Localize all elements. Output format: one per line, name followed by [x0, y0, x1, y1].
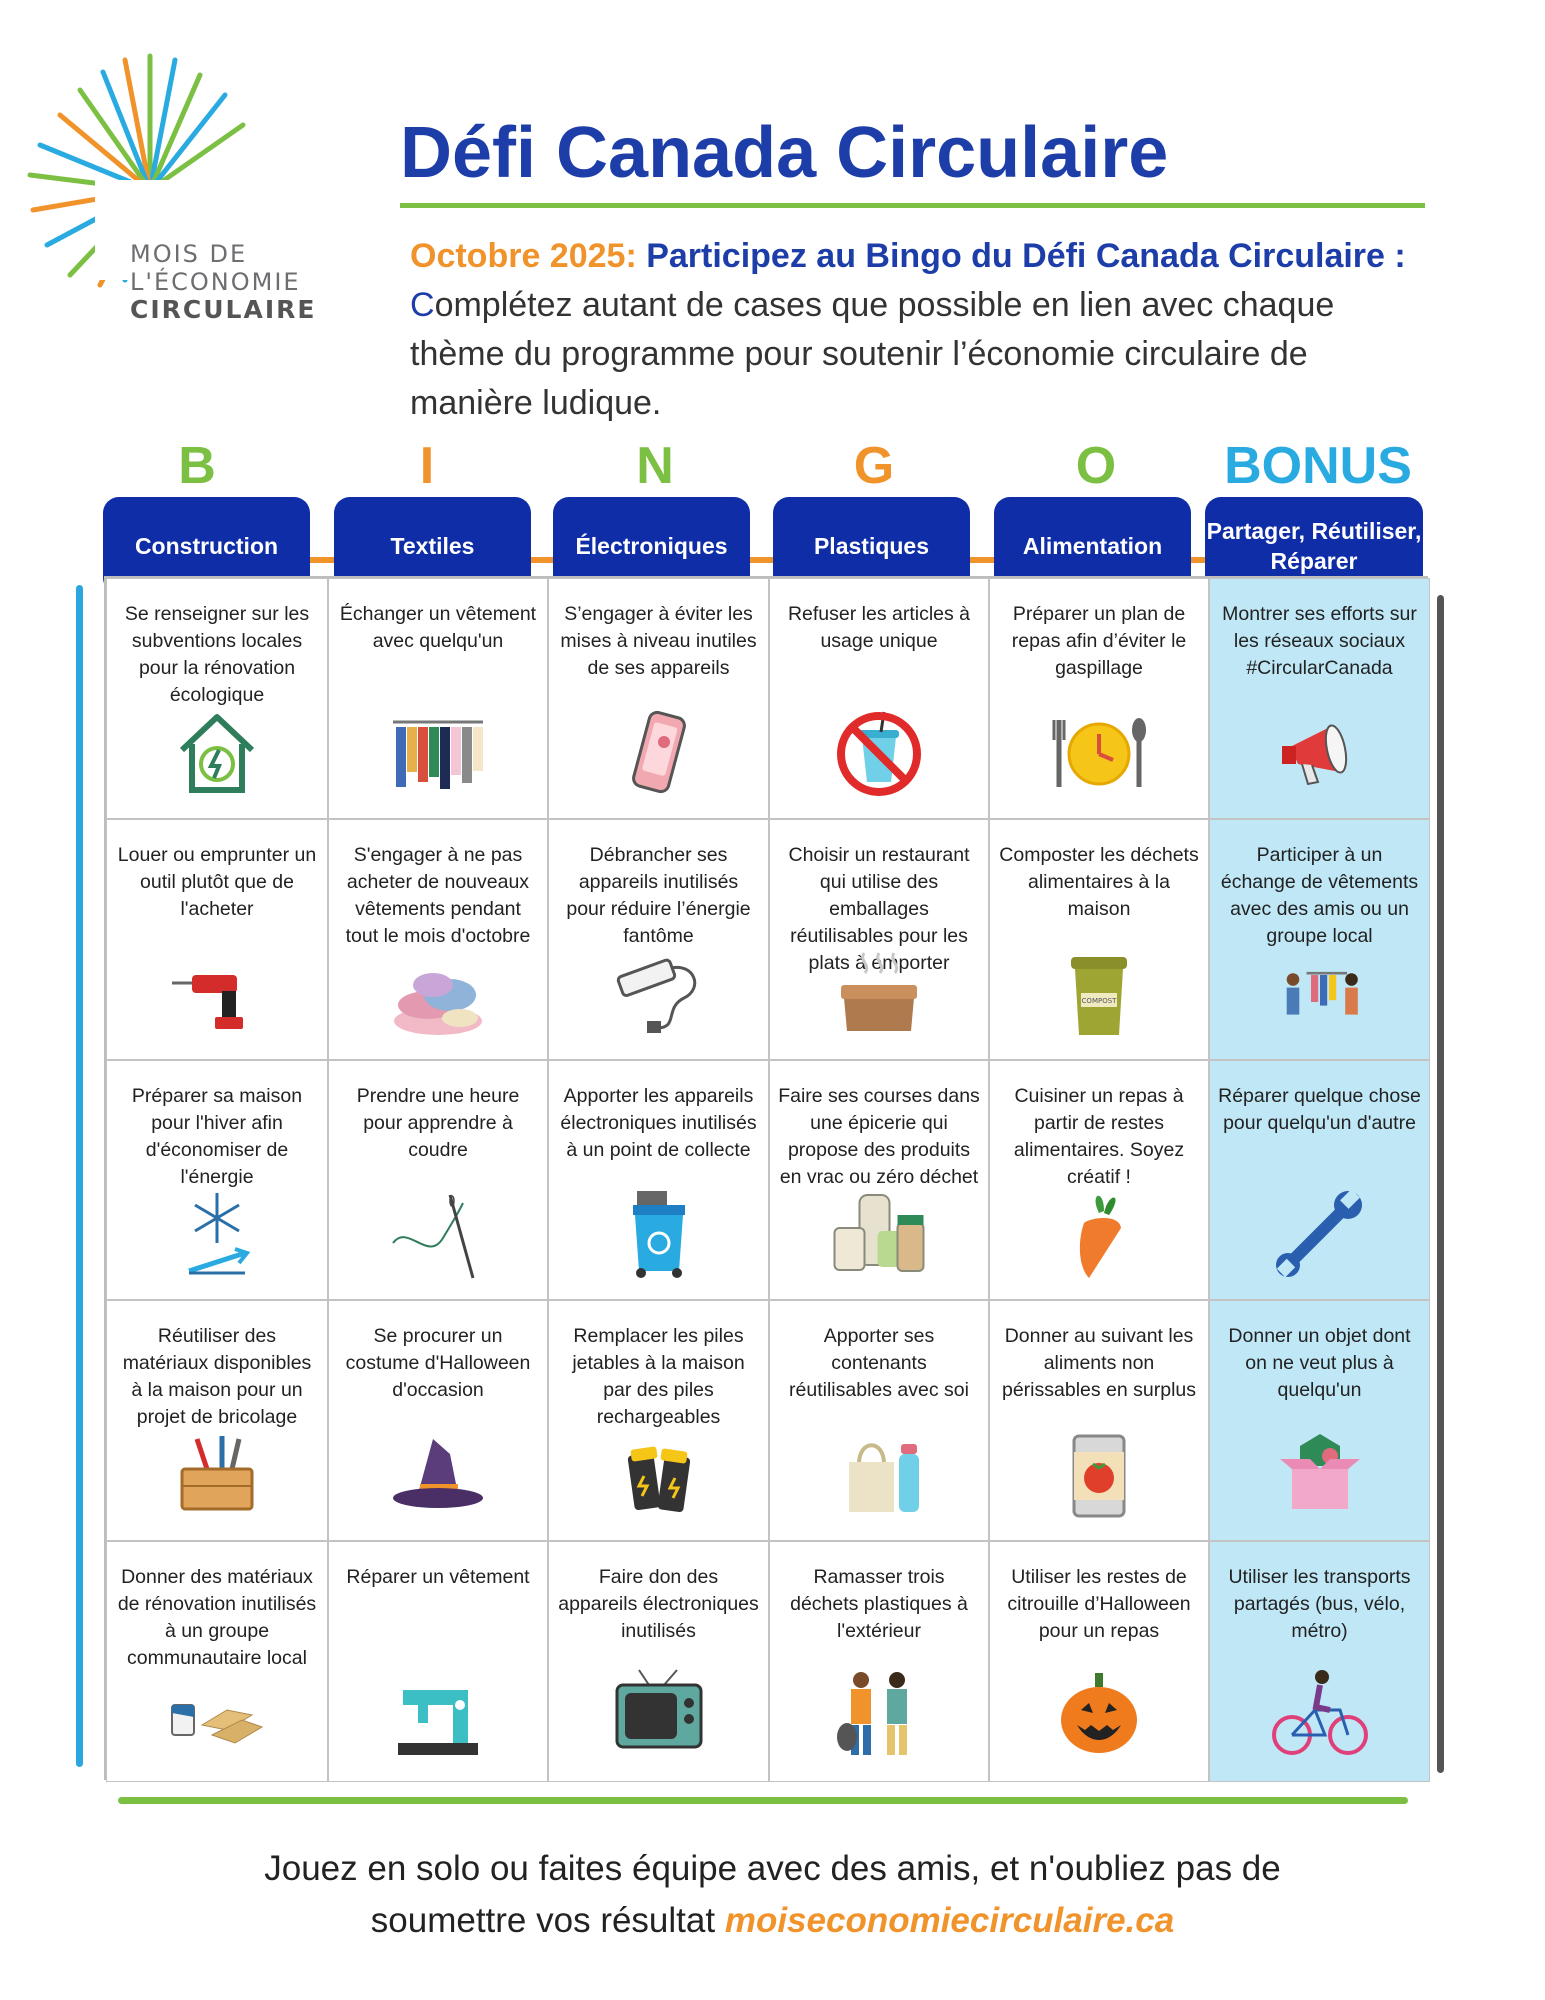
- power-strip-icon: [609, 943, 709, 1043]
- bingo-cell[interactable]: [328, 1060, 548, 1301]
- paint-wood-icon: [122, 1665, 312, 1765]
- bingo-cell-bonus[interactable]: [1209, 1541, 1430, 1782]
- letter-b: B: [178, 437, 216, 495]
- bingo-cell[interactable]: [106, 1060, 328, 1301]
- footer-line-1: Jouez en solo ou faites équipe avec des amis, et n'oubliez pas de: [264, 1849, 1281, 1888]
- bingo-cell[interactable]: [548, 1300, 769, 1541]
- no-plastic-cup-icon: [829, 702, 929, 802]
- clothes-pile-icon: [378, 943, 498, 1043]
- letter-bonus: BONUS: [1224, 437, 1412, 495]
- takeout-box-icon: [829, 943, 929, 1043]
- bingo-cell[interactable]: [106, 1300, 328, 1541]
- footer-website-link[interactable]: moiseconomiecirculaire.ca: [724, 1901, 1175, 1940]
- bingo-cell[interactable]: [989, 1060, 1209, 1301]
- bingo-cell[interactable]: [548, 1060, 769, 1301]
- megaphone-icon: [1270, 702, 1370, 802]
- clothes-rack-icon: [378, 702, 498, 802]
- cell-text: Débrancher ses appareils inutilisés pour réduire l’énergie fantôme: [566, 843, 751, 947]
- bingo-cell[interactable]: [328, 1541, 548, 1782]
- cell-text: S'engager à ne pas acheter de nouveaux vêtements pendant tout le mois d'octobre: [345, 843, 531, 947]
- snowflake-icon: [167, 1183, 267, 1283]
- bingo-cell[interactable]: [769, 1060, 989, 1301]
- cell-text: Cuisiner un repas à partir de restes alimentaires. Soyez créatif !: [1013, 1084, 1185, 1188]
- bingo-cell-bonus[interactable]: [1209, 578, 1430, 819]
- wrench-icon: [1270, 1183, 1370, 1283]
- title-divider: [400, 203, 1425, 208]
- batteries-icon: [609, 1424, 709, 1524]
- logo-line-2: L'ÉCONOMIE: [130, 268, 301, 296]
- cell-text: Refuser les articles à usage unique: [787, 603, 971, 652]
- logo-line-1: MOIS DE: [130, 240, 248, 268]
- page-title: Défi Canada Circulaire: [400, 113, 1169, 193]
- compost-label: COMPOST: [1081, 996, 1117, 1005]
- cell-text: Réparer un vêtement: [346, 1566, 530, 1589]
- cell-text: Louer ou emprunter un outil plutôt que de l'acheter: [117, 843, 317, 920]
- bingo-cell-bonus[interactable]: [1209, 1300, 1430, 1541]
- sewing-machine-icon: [388, 1665, 488, 1765]
- drill-icon: [167, 943, 267, 1043]
- needle-thread-icon: [373, 1183, 503, 1283]
- compost-bin-icon: [1049, 943, 1149, 1043]
- bingo-cell[interactable]: [769, 1300, 989, 1541]
- cell-text: Préparer un plan de repas afin d’éviter le gaspillage: [1011, 603, 1187, 679]
- litter-pickers-icon: [829, 1665, 929, 1765]
- footer: [0, 1843, 1545, 1947]
- intro-paragraph: [410, 232, 1410, 428]
- bingo-cell[interactable]: [769, 578, 989, 819]
- cell-text: Utiliser les transports partagés (bus, vélo, métro): [1228, 1566, 1411, 1643]
- pumpkin-icon: [1049, 1665, 1149, 1765]
- logo: [25, 50, 385, 324]
- cell-text: Faire don des appareils électroniques inutilisés: [558, 1566, 759, 1643]
- cell-text: Donner au suivant les aliments non périssables en surplus: [1001, 1325, 1197, 1402]
- meal-clock-icon: [1049, 702, 1149, 802]
- carrot-icon: [1049, 1183, 1149, 1283]
- phone-icon: [609, 702, 709, 802]
- eco-house-icon: [167, 702, 267, 802]
- footer-line-2: soumettre vos résultat: [370, 1901, 716, 1940]
- cell-text: Donner des matériaux de rénovation inutilisés à un groupe communautaire local: [117, 1566, 317, 1670]
- bingo-cell[interactable]: [548, 1541, 769, 1782]
- cell-text: Prendre une heure pour apprendre à coudre: [356, 1084, 520, 1161]
- cell-text: Choisir un restaurant qui utilise des emballages réutilisables pour les plats à emporter: [788, 843, 970, 974]
- cell-text: Donner un objet dont on ne veut plus à quelqu'un: [1228, 1325, 1411, 1402]
- cell-text: Apporter ses contenants réutilisables avec soi: [789, 1325, 969, 1402]
- bingo-cell[interactable]: [328, 578, 548, 819]
- letter-o: O: [1075, 437, 1117, 495]
- cell-text: Apporter les appareils électroniques inutilisés à un point de collecte: [560, 1084, 757, 1161]
- cell-text: Remplacer les piles jetables à la maison par des piles rechargeables: [572, 1325, 745, 1429]
- cell-text: Montrer ses efforts sur les réseaux sociaux #CircularCanada: [1222, 603, 1417, 679]
- bingo-cell[interactable]: [989, 1541, 1209, 1782]
- toolbox-icon: [167, 1424, 267, 1524]
- cell-text: Se procurer un costume d'Halloween d'occasion: [345, 1325, 531, 1402]
- bingo-cell[interactable]: [328, 819, 548, 1060]
- retro-tv-icon: [609, 1665, 709, 1765]
- header-alimentation: Alimentation: [994, 497, 1191, 594]
- right-accent-bar: [1437, 595, 1444, 1773]
- bingo-cell[interactable]: [989, 819, 1209, 1060]
- cell-text: Échanger un vêtement avec quelqu'un: [339, 603, 537, 652]
- bingo-cell[interactable]: [769, 1541, 989, 1782]
- bingo-cell[interactable]: [769, 819, 989, 1060]
- letter-g: G: [853, 437, 895, 495]
- cell-text: Se renseigner sur les subventions locales pour la rénovation écologique: [124, 603, 310, 706]
- bingo-cell[interactable]: [328, 1300, 548, 1541]
- cell-text: Faire ses courses dans une épicerie qui propose des produits en vrac ou zéro déchet: [778, 1084, 980, 1188]
- ewaste-bin-icon: [609, 1183, 709, 1283]
- header-construction: Construction: [103, 497, 310, 594]
- witch-hat-icon: [388, 1424, 488, 1524]
- header-textiles: Textiles: [334, 497, 531, 594]
- header-plastiques: Plastiques: [773, 497, 970, 594]
- cell-text: Ramasser trois déchets plastiques à l'extérieur: [790, 1566, 968, 1643]
- clothing-swap-icon: [1275, 943, 1365, 1043]
- header-electroniques: Électroniques: [553, 497, 750, 594]
- intro-c-letter: C: [410, 286, 435, 324]
- header-bonus: Partager, Réutiliser, Réparer: [1205, 497, 1423, 594]
- intro-emphasis: Participez au Bingo du Défi Canada Circulaire :: [646, 237, 1406, 275]
- donation-box-icon: [1270, 1424, 1370, 1524]
- logo-line-3: CIRCULAIRE: [130, 295, 317, 324]
- bingo-cell-bonus[interactable]: [1209, 1060, 1430, 1301]
- cell-text: Préparer sa maison pour l'hiver afin d'économiser de l'énergie: [131, 1084, 303, 1188]
- tomato-can-icon: [1049, 1424, 1149, 1524]
- bingo-grid: [104, 576, 1428, 1780]
- cell-text: Utiliser les restes de citrouille d’Halloween pour un repas: [1007, 1566, 1191, 1643]
- letter-n: N: [636, 437, 674, 495]
- bingo-cell[interactable]: [106, 1541, 328, 1782]
- bingo-cell[interactable]: [989, 578, 1209, 819]
- bingo-cell[interactable]: [106, 819, 328, 1060]
- bottom-divider: [118, 1797, 1408, 1804]
- bingo-cell[interactable]: [106, 578, 328, 819]
- tote-bottle-icon: [829, 1424, 929, 1524]
- bingo-cell[interactable]: [548, 578, 769, 819]
- cyclist-icon: [1260, 1665, 1380, 1765]
- cell-text: S’engager à éviter les mises à niveau inutiles de ses appareils: [560, 603, 757, 679]
- cell-text: Réutiliser des matériaux disponibles à la maison pour un projet de bricolage: [122, 1325, 312, 1429]
- bingo-cell-bonus[interactable]: [1209, 819, 1430, 1060]
- letter-i: I: [419, 437, 435, 495]
- left-accent-bar: [76, 585, 83, 1767]
- bulk-jars-icon: [822, 1183, 937, 1283]
- cell-text: Composter les déchets alimentaires à la maison: [999, 843, 1199, 920]
- cell-text: Réparer quelque chose pour quelqu'un d'autre: [1218, 1084, 1421, 1134]
- bingo-cell[interactable]: [548, 819, 769, 1060]
- bingo-cell[interactable]: [989, 1300, 1209, 1541]
- intro-date: Octobre 2025:: [410, 237, 637, 275]
- cell-text: Participer à un échange de vêtements avec des amis ou un groupe local: [1220, 843, 1419, 947]
- intro-text: omplétez autant de cases que possible en lien avec chaque thème du programme pour soutenir l’économie circulaire de manière ludique.: [410, 286, 1335, 422]
